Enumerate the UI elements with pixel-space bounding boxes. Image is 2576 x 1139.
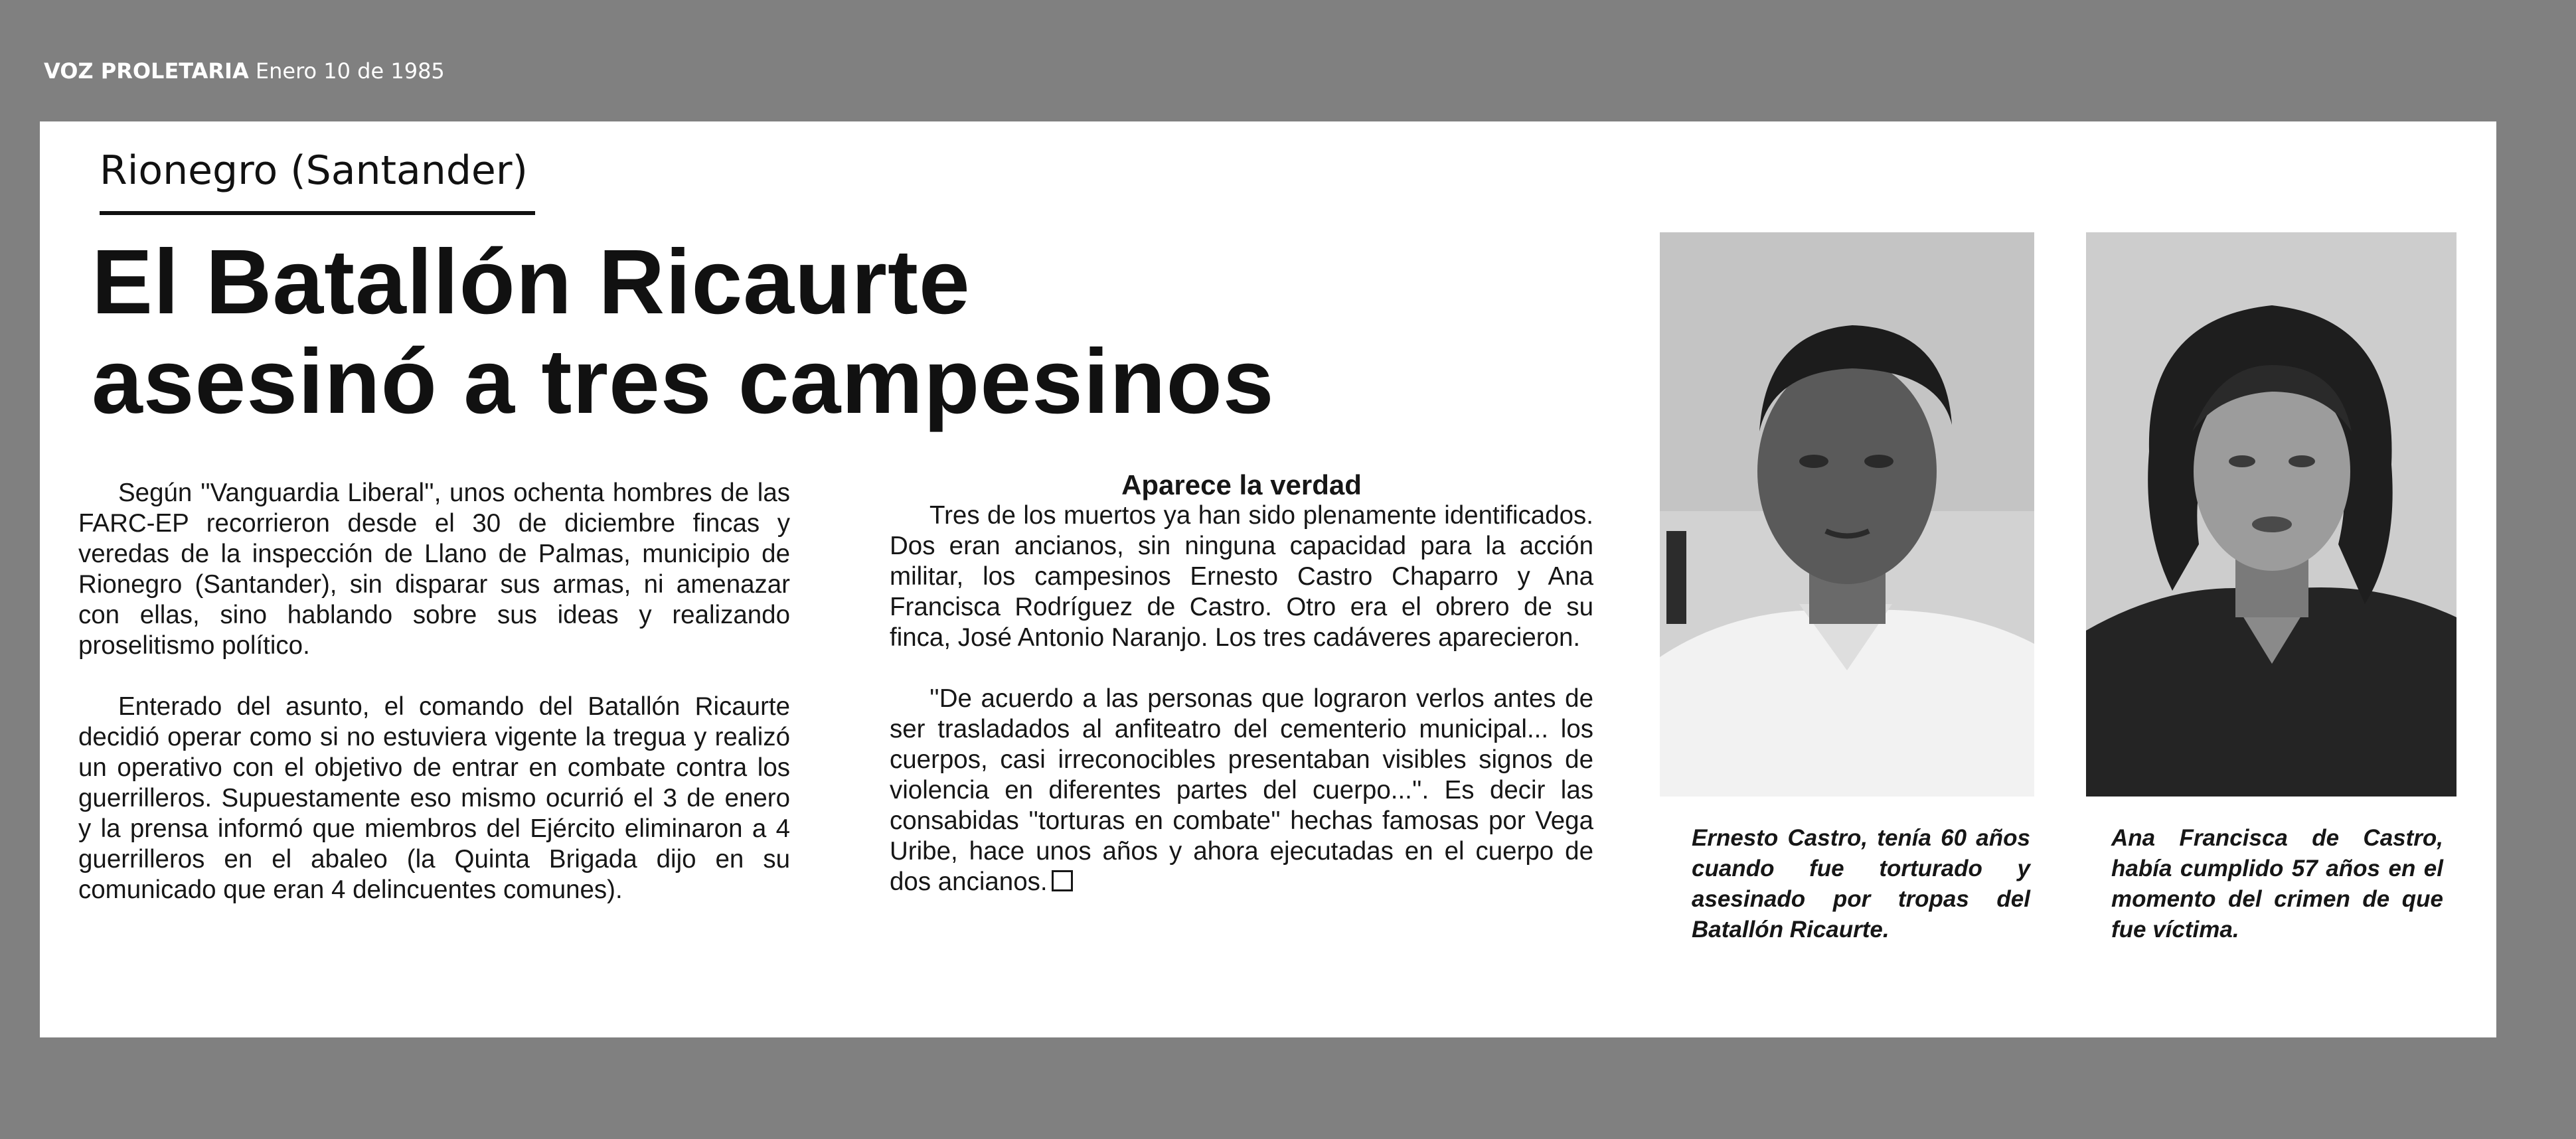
photo-caption-1: Ernesto Castro, tenía 60 años cuando fue torturado y asesinado por tropas del Batallón Ricaurte. bbox=[1692, 825, 2030, 943]
article-column-1 bbox=[78, 478, 790, 905]
article-headline bbox=[92, 232, 1275, 431]
publication-date: Enero 10 de 1985 bbox=[255, 58, 445, 84]
column2-paragraph-2 bbox=[890, 684, 1593, 897]
source-line bbox=[44, 58, 445, 84]
headline-line-2: asesinó a tres campesinos bbox=[92, 331, 1275, 433]
column2-subhead: Aparece la verdad bbox=[1121, 469, 1362, 500]
column2-paragraph-1: Tres de los muertos ya han sido plenamente identificados. Dos eran ancianos, sin ninguna capacidad para la acción militar, los campesinos Ernesto Castro Chaparro y Ana Francisca Rodríguez de Castro. Otro era el obrero de su finca, José Antonio Naranjo. Los tres cadáveres aparecieron. bbox=[890, 501, 1593, 652]
photo-caption-2: Ana Francisca de Castro, había cumplido 57 años en el momento del crimen de que fue víctima. bbox=[2111, 825, 2443, 943]
portrait-woman-image bbox=[2086, 232, 2456, 797]
column2-paragraph-2-text: ''De acuerdo a las personas que lograron verlos antes de ser trasladados al anfiteatro del cementerio municipal... los cuerpos, casi irreconocibles presentaban visibles signos de violencia en diferentes partes del cuerpo...''. Es decir las consabidas ''torturas en combate'' hechas famosas por Vega Uribe, hace unos años y ahora ejecutadas en el cuerpo de dos ancianos. bbox=[890, 684, 1593, 896]
portrait-photo-ana-francisca-de-castro bbox=[2086, 232, 2456, 797]
article-column-2 bbox=[890, 470, 1593, 897]
column1-paragraph-2: Enterado del asunto, el comando del Batallón Ricaurte decidió operar como si no estuviera vigente la tregua y realizó un operativo con el objetivo de entrar en combate contra los guerrilleros. Supuestamente eso mismo ocurrió el 3 de enero y la prensa informó que miembros del Ejército eliminaron a 4 guerrilleros en el abaleo (la Quinta Brigada dijo en su comunicado que eran 4 delincuentes comunes). bbox=[78, 692, 790, 904]
article-kicker: Rionegro (Santander) bbox=[100, 147, 528, 194]
kicker-underline bbox=[100, 211, 535, 215]
column1-paragraph-1: Según ''Vanguardia Liberal'', unos ochenta hombres de las FARC-EP recorrieron desde el 30 de diciembre fincas y veredas de la inspección de Llano de Palmas, municipio de Rionegro (Santander), sin disparar sus armas, ni amenazar con ellas, sino hablando sobre sus ideas y realizando proselitismo político. bbox=[78, 479, 790, 660]
portrait-man-image bbox=[1660, 232, 2034, 797]
end-of-article-mark bbox=[1052, 870, 1073, 891]
headline-line-1: El Batallón Ricaurte bbox=[92, 231, 971, 333]
portrait-photo-ernesto-castro bbox=[1660, 232, 2034, 797]
publication-name: VOZ PROLETARIA bbox=[44, 58, 249, 84]
